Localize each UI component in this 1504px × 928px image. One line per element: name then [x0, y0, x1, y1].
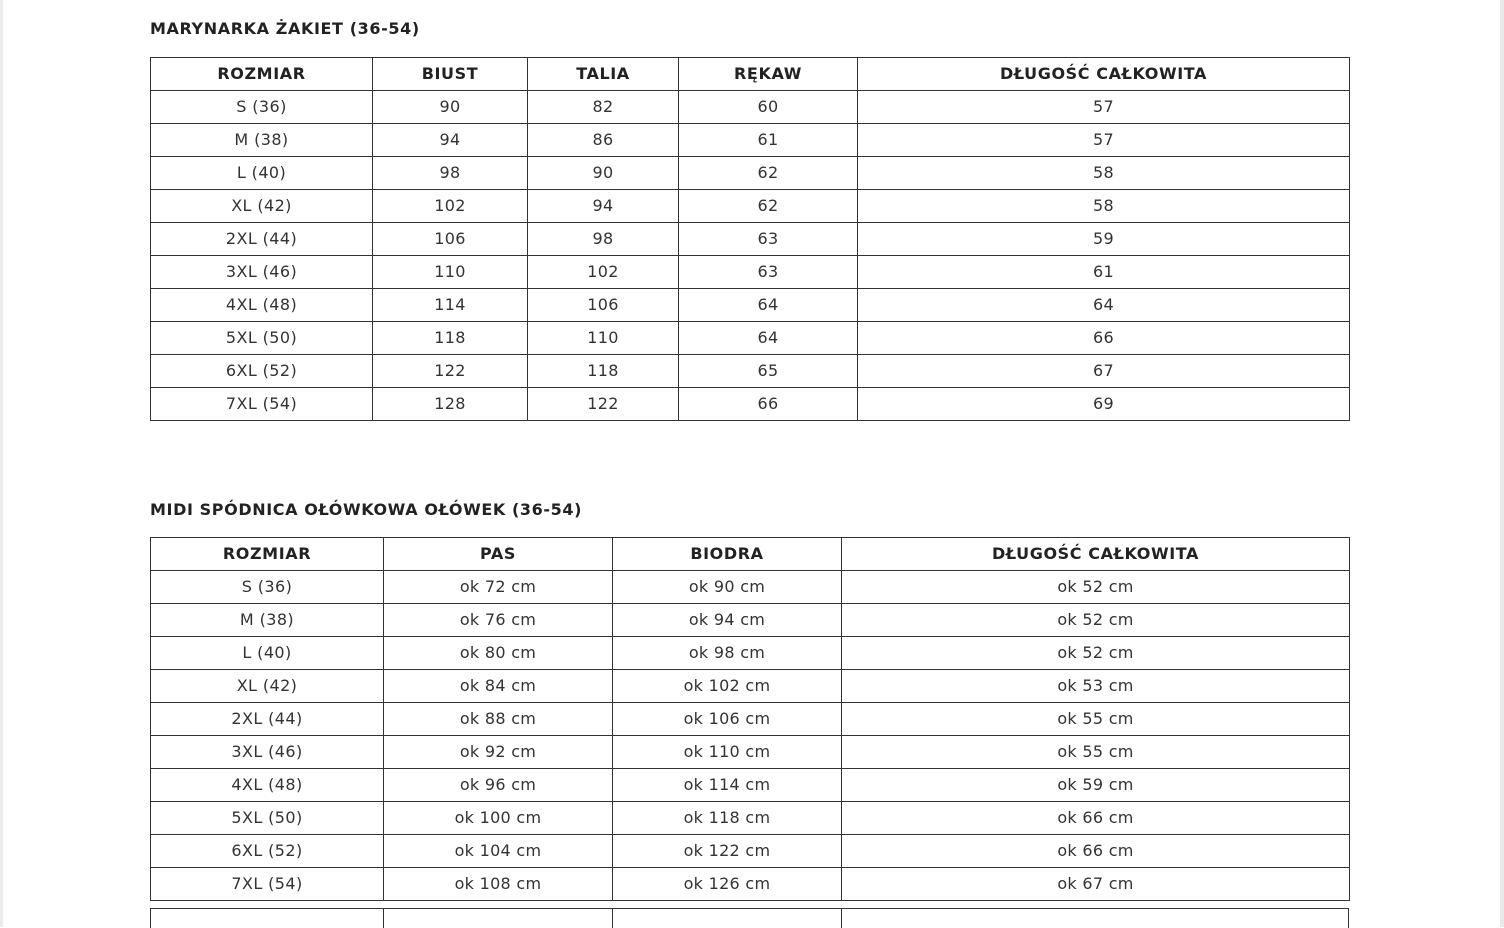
cell-border	[1348, 909, 1349, 928]
measurement-cell: ok 66 cm	[842, 802, 1350, 835]
measurement-cell: ok 106 cm	[613, 703, 842, 736]
table-row	[151, 835, 1350, 868]
table-row	[151, 604, 1350, 637]
measurement-cell: ok 110 cm	[613, 736, 842, 769]
measurement-cell: ok 55 cm	[842, 736, 1350, 769]
measurement-cell: 58	[858, 190, 1350, 223]
table-row	[151, 769, 1350, 802]
measurement-cell: 61	[858, 256, 1350, 289]
table-row	[151, 637, 1350, 670]
cell-border	[383, 909, 384, 928]
size-cell: 2XL (44)	[151, 703, 384, 736]
measurement-cell: ok 53 cm	[842, 670, 1350, 703]
size-cell: 7XL (54)	[151, 388, 373, 421]
measurement-cell: ok 52 cm	[842, 604, 1350, 637]
measurement-cell: 118	[373, 322, 528, 355]
measurement-cell: 102	[373, 190, 528, 223]
size-cell: 4XL (48)	[151, 289, 373, 322]
right-scrollbar-track	[1500, 0, 1504, 927]
table-row	[151, 736, 1350, 769]
skirt-size-table-title: MIDI SPÓDNICA OŁÓWKOWA OŁÓWEK (36-54)	[150, 500, 583, 519]
table-row	[151, 802, 1350, 835]
cell-border	[841, 909, 842, 928]
measurement-cell: 122	[528, 388, 679, 421]
measurement-cell: ok 108 cm	[384, 868, 613, 901]
measurement-cell: ok 67 cm	[842, 868, 1350, 901]
measurement-cell: ok 88 cm	[384, 703, 613, 736]
measurement-cell: 90	[528, 157, 679, 190]
table-row	[151, 223, 1350, 256]
table-row	[151, 289, 1350, 322]
measurement-cell: 106	[528, 289, 679, 322]
column-header: PAS	[384, 538, 613, 571]
table-row	[151, 190, 1350, 223]
measurement-cell: ok 90 cm	[613, 571, 842, 604]
measurement-cell: 62	[679, 190, 858, 223]
table-row	[151, 388, 1350, 421]
measurement-cell: 82	[528, 91, 679, 124]
measurement-cell: ok 114 cm	[613, 769, 842, 802]
size-cell: 5XL (50)	[151, 802, 384, 835]
measurement-cell: 66	[679, 388, 858, 421]
measurement-cell: ok 98 cm	[613, 637, 842, 670]
measurement-cell: ok 80 cm	[384, 637, 613, 670]
measurement-cell: ok 100 cm	[384, 802, 613, 835]
table-row	[151, 91, 1350, 124]
table-row	[151, 868, 1350, 901]
measurement-cell: 57	[858, 124, 1350, 157]
measurement-cell: 64	[858, 289, 1350, 322]
skirt-size-table	[150, 537, 1350, 901]
measurement-cell: 114	[373, 289, 528, 322]
measurement-cell: ok 126 cm	[613, 868, 842, 901]
measurement-cell: ok 72 cm	[384, 571, 613, 604]
table-row	[151, 157, 1350, 190]
left-edge-divider	[0, 0, 3, 927]
measurement-cell: 86	[528, 124, 679, 157]
column-header: ROZMIAR	[151, 538, 384, 571]
measurement-cell: 94	[528, 190, 679, 223]
measurement-cell: 66	[858, 322, 1350, 355]
column-header: RĘKAW	[679, 58, 858, 91]
table-row	[151, 322, 1350, 355]
size-cell: 2XL (44)	[151, 223, 373, 256]
cell-border	[150, 909, 151, 928]
size-cell: L (40)	[151, 157, 373, 190]
table-row	[151, 670, 1350, 703]
size-cell: 4XL (48)	[151, 769, 384, 802]
table-row	[151, 124, 1350, 157]
measurement-cell: 58	[858, 157, 1350, 190]
measurement-cell: ok 76 cm	[384, 604, 613, 637]
measurement-cell: 64	[679, 289, 858, 322]
measurement-cell: 118	[528, 355, 679, 388]
table-header-row	[151, 538, 1350, 571]
measurement-cell: 60	[679, 91, 858, 124]
measurement-cell: ok 122 cm	[613, 835, 842, 868]
measurement-cell: 62	[679, 157, 858, 190]
size-cell: 6XL (52)	[151, 355, 373, 388]
measurement-cell: ok 55 cm	[842, 703, 1350, 736]
measurement-cell: 69	[858, 388, 1350, 421]
size-cell: S (36)	[151, 571, 384, 604]
table-row	[151, 703, 1350, 736]
table-row	[151, 571, 1350, 604]
column-header: DŁUGOŚĆ CAŁKOWITA	[858, 58, 1350, 91]
measurement-cell: 67	[858, 355, 1350, 388]
measurement-cell: 59	[858, 223, 1350, 256]
measurement-cell: 63	[679, 223, 858, 256]
size-cell: 6XL (52)	[151, 835, 384, 868]
column-header: BIODRA	[613, 538, 842, 571]
size-cell: M (38)	[151, 604, 384, 637]
measurement-cell: ok 92 cm	[384, 736, 613, 769]
measurement-cell: 57	[858, 91, 1350, 124]
measurement-cell: 63	[679, 256, 858, 289]
measurement-cell: ok 52 cm	[842, 571, 1350, 604]
measurement-cell: ok 52 cm	[842, 637, 1350, 670]
measurement-cell: ok 104 cm	[384, 835, 613, 868]
jacket-size-table-title: MARYNARKA ŻAKIET (36-54)	[150, 19, 420, 38]
size-cell: 5XL (50)	[151, 322, 373, 355]
measurement-cell: 64	[679, 322, 858, 355]
cut-off-table-row	[150, 908, 1349, 927]
measurement-cell: ok 94 cm	[613, 604, 842, 637]
measurement-cell: ok 96 cm	[384, 769, 613, 802]
measurement-cell: 65	[679, 355, 858, 388]
column-header: TALIA	[528, 58, 679, 91]
measurement-cell: ok 59 cm	[842, 769, 1350, 802]
size-cell: XL (42)	[151, 670, 384, 703]
measurement-cell: ok 66 cm	[842, 835, 1350, 868]
measurement-cell: 110	[373, 256, 528, 289]
size-cell: 3XL (46)	[151, 736, 384, 769]
measurement-cell: ok 102 cm	[613, 670, 842, 703]
cell-border	[612, 909, 613, 928]
measurement-cell: 128	[373, 388, 528, 421]
column-header: BIUST	[373, 58, 528, 91]
measurement-cell: 106	[373, 223, 528, 256]
size-cell: M (38)	[151, 124, 373, 157]
measurement-cell: 98	[373, 157, 528, 190]
size-cell: S (36)	[151, 91, 373, 124]
measurement-cell: 102	[528, 256, 679, 289]
measurement-cell: ok 84 cm	[384, 670, 613, 703]
measurement-cell: 94	[373, 124, 528, 157]
column-header: DŁUGOŚĆ CAŁKOWITA	[842, 538, 1350, 571]
measurement-cell: 110	[528, 322, 679, 355]
table-row	[151, 355, 1350, 388]
measurement-cell: ok 118 cm	[613, 802, 842, 835]
size-cell: 7XL (54)	[151, 868, 384, 901]
column-header: ROZMIAR	[151, 58, 373, 91]
measurement-cell: 122	[373, 355, 528, 388]
table-header-row	[151, 58, 1350, 91]
size-cell: 3XL (46)	[151, 256, 373, 289]
jacket-size-table	[150, 57, 1350, 421]
measurement-cell: 90	[373, 91, 528, 124]
table-row	[151, 256, 1350, 289]
size-cell: XL (42)	[151, 190, 373, 223]
measurement-cell: 98	[528, 223, 679, 256]
measurement-cell: 61	[679, 124, 858, 157]
size-cell: L (40)	[151, 637, 384, 670]
